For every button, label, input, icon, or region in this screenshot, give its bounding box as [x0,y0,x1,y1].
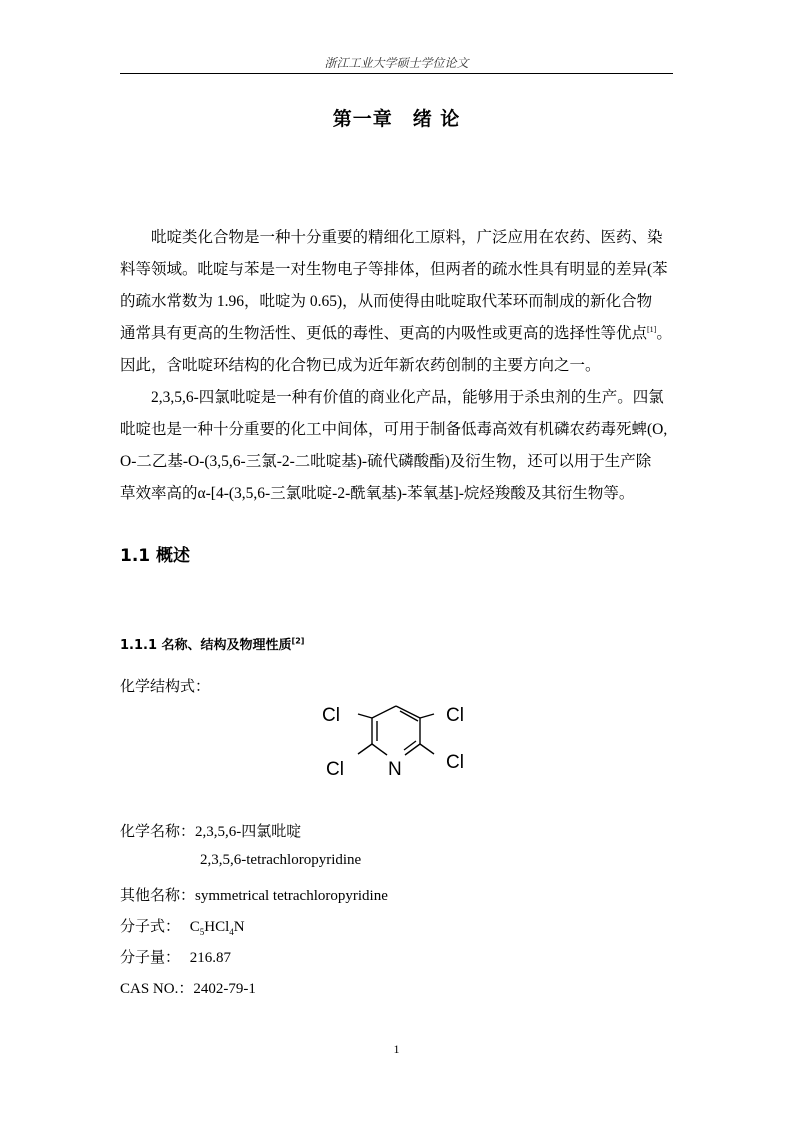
section-heading: 1.1 概述 [120,546,191,566]
cas-number-value: 2402-79-1 [193,981,256,997]
text-line: 2,3,5,6-四氯吡啶是一种有价值的商业化产品，能够用于杀虫剂的生产。四氯 [151,389,664,406]
structure-label: 化学结构式： [120,679,211,695]
formula-subscript: 5 [199,927,205,937]
substituent-bond [358,744,372,754]
atom-label-n: N [388,759,402,780]
atom-label-cl: Cl [322,705,340,726]
subsection-heading [120,634,304,653]
molecular-weight-label: 分子量： [120,950,181,966]
atom-label-cl: Cl [446,752,464,773]
cas-number-label: CAS NO.： [120,981,194,997]
chemical-name-label: 化学名称： [120,824,196,840]
text-line [120,318,675,350]
molecular-weight-value: 216.87 [189,950,232,966]
text-line: 料等领域。吡啶与苯是一对生物电子等排体，但两者的疏水性具有明显的差异(苯 [120,261,668,278]
text-line: 吡啶也是一种十分重要的化工中间体，可用于制备低毒高效有机磷农药毒死蜱(O, [120,421,668,438]
citation-ref: [2] [291,636,305,646]
substituent-bond [358,714,372,718]
cas-number-row [120,977,256,998]
molecular-formula-label: 分子式： [120,919,181,935]
other-name-label: 其他名称： [120,888,196,904]
atom-label-cl: Cl [326,759,344,780]
molecular-formula-row [120,915,245,936]
chemical-name-cn: 2,3,5,6-四氯吡啶 [195,824,302,840]
ring-bond [372,744,387,755]
subsection-title: 1.1.1 名称、结构及物理性质 [120,638,292,653]
chapter-title: 第一章 绪 论 [332,108,461,130]
text-line: 的疏水常数为 1.96，吡啶为 0.65)，从而使得由吡啶取代苯环而制成的新化合物 [120,293,653,310]
atom-label-cl: Cl [446,705,464,726]
other-name-row [120,884,388,905]
chemical-name-en: 2,3,5,6-tetrachloropyridine [200,852,362,868]
text-line: 因此，含吡啶环结构的化合物已成为近年新农药创制的主要方向之一。 [120,357,601,374]
formula-subscript: 4 [229,927,234,937]
formula-part: N [233,919,245,935]
text-line: O-二乙基-O-(3,5,6-三氯-2-二吡啶基)-硫代磷酸酯)及衍生物，还可以用于生产除 [120,453,652,470]
citation-ref: [1] [647,324,657,334]
molecular-weight-row [120,946,231,967]
substituent-bond [420,714,434,718]
ring-bond [405,744,420,755]
tetrachloropyridine-structure [320,700,480,790]
page-number: 1 [393,1042,400,1056]
text-line: 草效率高的α-[4-(3,5,6-三氯吡啶-2-酰氧基)-苯氧基]-烷烃羧酸及其衍生物等。 [120,485,635,502]
formula-part: HCl [204,919,230,935]
substituent-bond [420,744,434,754]
text-line: 吡啶类化合物是一种十分重要的精细化工原料，广泛应用在农药、医药、染 [151,229,663,246]
molecular-formula-value [190,919,245,935]
ring-bond [372,706,396,718]
intro-paragraph-1 [120,222,675,382]
formula-part: C [189,919,200,935]
chemical-name-row [120,820,301,841]
other-name-value: symmetrical tetrachloropyridine [195,888,388,904]
running-header: 浙江工业大学硕士学位论文 [324,56,469,70]
text-segment: 通常具有更高的生物活性、更低的毒性、更高的内吸性或更高的选择性等优点 [120,325,648,342]
text-segment: 。 [656,325,672,342]
intro-paragraph-2 [120,382,675,510]
header-rule [120,73,673,74]
